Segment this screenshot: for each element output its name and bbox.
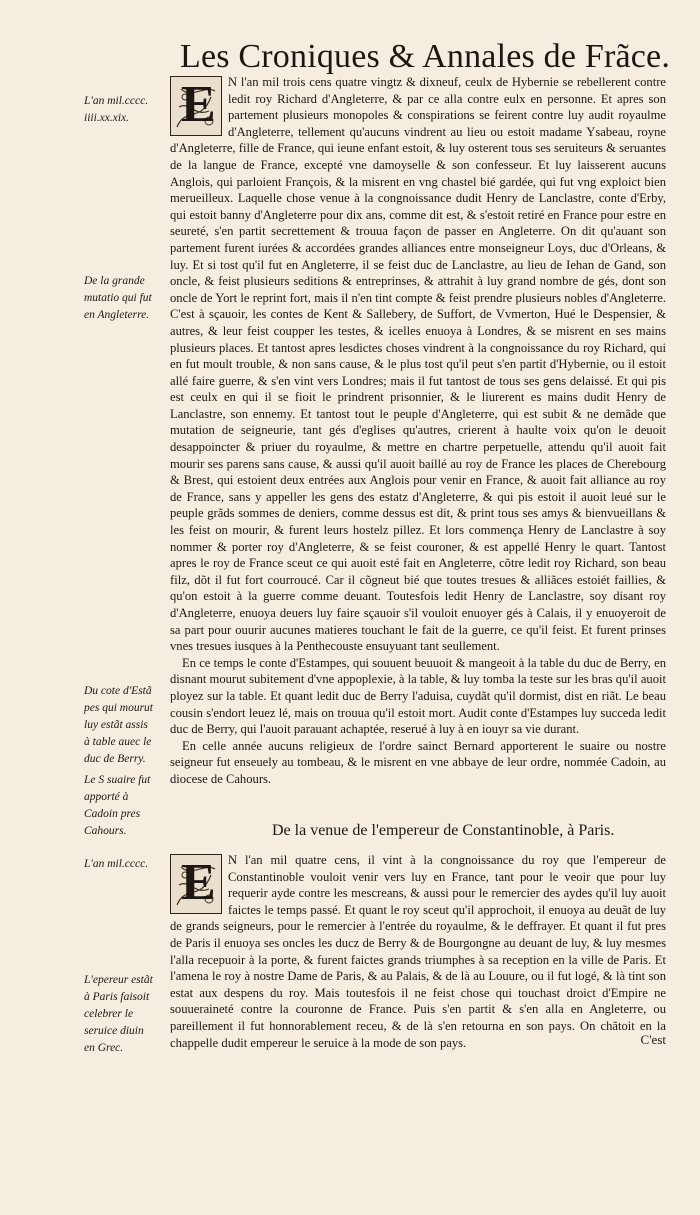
paragraph-text: N l'an mil quatre cens, il vint à la congnoissance du roy que l'empereur de Constantinoble vouloit venir vers luy en France, tant pour le veoir que pour luy requerir ayde contre les mescreans, & aussi pour le remercier des aydes qu'il luy auoit faictes le temps passé. Et quant le roy sceut qu'il approchoit, il enuoya au deuãt de luy de grands seigneurs, pour le remercier à l'entrée du royaulme, & le deffrayer. Et quant il fut pres de Paris il enuoya ses oncles les ducz de Berry & de Bourgongne au deuant de luy, & luy mesmes l'alla recepuoir à la porte, & furent faictes grands triumphes à sa reception en la ville de Paris. Et l'amena le roy à nostre Dame de Paris, & au Palais, & de là au Louure, ou il fut logé, & là tint son estat aux despens du roy. Mais toutesfois il ne feist chose qui touchast droict d'Empire ne souueraineté contre la couronne de France. Puis s'en partit & s'en alla en Angleterre, ou pareillement il fut honnorablement receu, & de là s'en retourna en son pays. On chãtoit en la chappelle dudit empereur le seruice à la mode de son pays. (170, 853, 666, 1050)
initial-letter: E (181, 854, 216, 911)
paragraph: En ce temps le conte d'Estampes, qui souuent beuuoit & mangeoit à la table du duc de Berry, en disnant mourut subitement d'vne appoplexie, à la table, & luy tomba la teste sur les bras qu'il auoit ployez sur la table. Et quant ledit duc de Berry l'aduisa, cuydãt qu'il dormist, dist en riãt. Le beau cousin s'endort leuez lé, mais on trouua qu'il estoit mort. Audit conte d'Estampes luy succeda ledit duc de Berry, qui l'auoit parauant achaptée, reserué à luy à en iouyr sa vie durant. (170, 655, 666, 737)
section-2-text (170, 852, 666, 1051)
page-header: Les Croniques & Annales de Frãce. (180, 38, 671, 75)
catchword: C'est (640, 1032, 666, 1047)
margin-note-estampes: Du cote d'Estã pes qui mourut luy estãt assis à table auec le duc de Berry. (84, 685, 153, 765)
paragraph-text: N l'an mil trois cens quatre vingtz & dixneuf, ceulx de Hybernie se rebellerent contre ledit roy Richard d'Angleterre, & par ce alla contre eulx en personne. Et apres son partement plusieurs monopoles & conspirations se feirent contre luy audit royaulme d'Angleterre, tellement qu'aucuns vindrent au lieu ou estoit madame Ysabeau, royne d'Angleterre, fille de France, qui ieune enfant estoit, & luy osterent tous ses seruiteurs & seruantes de la langue de France, excepté vne damoyselle & son confesseur. Et luy laisserent aucuns Anglois, qui parloient François, & la misrent en vng chastel bié gardée, qui fut vng exploict bien merueilleux. Laquelle chose venue à la congnoissance dudit Henry de Lanclastre, conte d'Erby, qui estoit banny d'Angleterre pour dix ans, comme dit est, & s'estoit retiré en France pour estre en seureté, s'en partit secrettement & trouua façon de passer en Angleterre. On dit qu'auant son partement furent iurées & accordées grandes alliances entre monseigneur Loys, duc d'Orleans, & luy. Et si tost qu'il fut en Angleterre, il se feist duc de Lanclastre, au lieu de Iehan de Gand, son oncle, & feist plusieurs seditions & entreprinses, & attrahit à luy grand nombre de gés, dont son oncle de Yort le reprint fort, mais il n'en tint compte & feist prendre plusieurs nobles d'Angleterre. C'est à sçauoir, les contes de Kent & Sallebery, de Suffort, de Vvmerton, Hué le Despensier, & autres, & leur feist coupper les testes, & icelles enuoya à Londres, & se misrent en ses mains plusieurs places. Et tantost apres lesdictes choses vindrent à la congnoissance du roy Richard, qui en fut moult trouble, & non sans cause, & le plus tost qu'il peut s'en partit d'Hybernie, ou il estoit allé faire guerre, & s'en vint vers Londres; mais il fut tantost de tous ses gens delaissé. Et qui pis est ceulx en qui il se fioit le prindrent prisonnier, & le liurerent es mains dudit Henry de Lanclastre, son ennemy. Et tantost tout le peuple d'Angleterre, qui est subit & ne demãde que mutation de seigneurie, tant gés d'eglises qu'autres, crierent à haulte voix qu'on le deuoit desappoincter & priuer du royaulme, & mettre en chartre perpetuelle, attendu qu'il auoit fait mourir ses parens sans cause, & aussi qu'il auoit baillé au roy de France les places de Cherebourg & Brest, qui estoient deux entrées aux Anglois pour venir en France, & auoit fait alliance au roy de France, sans y appeller les gens des estatz d'Angleterre, & qui pis estoit il auoit leué sur le peuple grãds sommes de deniers, comme dessus est dit, & print tous ses amys & bienvueillans & les feist on mourir, & furent leurs hostelz pillez. Et lors commença Henry de Lanclastre à soy nommer & porter roy d'Angleterre, & se feist couroner, & est appellé Henry le quart. Tantost apres le roy de France sceut ce qui auoit esté fait en Angleterre, cõtre ledit roy Richard, son beau filz, dõt il fut fort courroucé. Car il cõgneut bié que toutes tresues & alliãces estoiét faillies, & qu'on estoit à la guerre comme deuant. Toutesfois ledit Henry de Lanclastre, soy disant roy d'Angleterre, enuoya deuers luy faire sçauoir s'il vouloit enuoyer gés à Calais, il y enuoyeroit de sa part pour ouurir aucunes matieres touchant le fait de la guerre, ce qu'il feist. Et furent prinses vnes tresues iusques à la Penthecouste ensuyuant tant seullement. (170, 75, 666, 654)
section-heading: De la venue de l'empereur de Constantinoble, à Paris. (272, 822, 615, 839)
margin-note-year-1400: L'an mil.cccc. (84, 858, 149, 870)
section-1-text (170, 74, 666, 788)
margin-note-empereur: L'epereur estãt à Paris faisoit celebrer le seruice diuin en Grec. (84, 974, 153, 1054)
paragraph (170, 74, 666, 655)
margin-note-mutation: De la grande mutatio qui fut en Angleterre. (84, 275, 152, 321)
ornamental-initial (170, 76, 222, 136)
paragraph (170, 852, 666, 1051)
margin-note-suaire: Le S suaire fut apporté à Cadoin pres Cahours. (84, 774, 151, 837)
initial-letter: E (181, 76, 216, 133)
margin-note-year-1399: L'an mil.cccc. iiii.xx.xix. (84, 95, 149, 124)
ornamental-initial (170, 854, 222, 914)
paragraph: En celle année aucuns religieux de l'ordre sainct Bernard apporterent le suaire ou nostre seigneur fut enseuely au tombeau, & le misrent en vne abbaye de leur ordre, nommée Cadoin, au diocese de Cahours. (170, 738, 666, 786)
